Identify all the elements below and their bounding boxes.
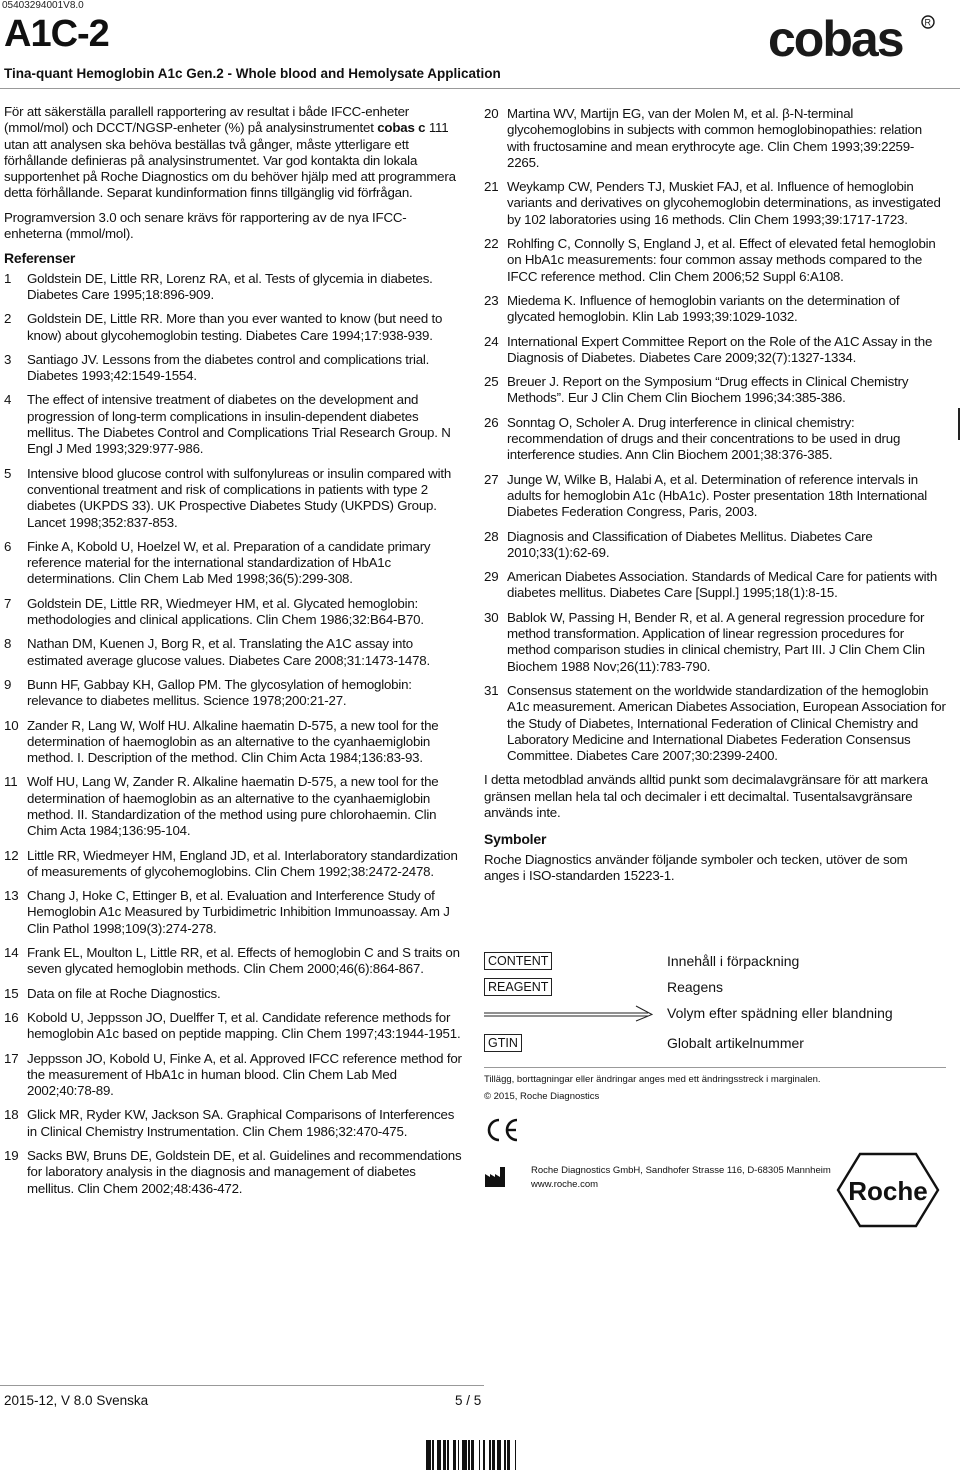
reference-text: Little RR, Wiedmeyer HM, England JD, et al. Interlaboratory standardization of measurements of glycohemoglobins. Clin Chem 1992;38:2472-2478. [27, 847, 458, 879]
reference-text: Bunn HF, Gabbay KH, Gallop PM. The glycosylation of hemoglobin: relevance to diabetes mellitus. Science 1978;200:21-27. [27, 676, 412, 709]
reference-number: 20 [484, 106, 499, 121]
reference-item [4, 392, 462, 457]
symbol-desc-reagent: Reagens [667, 979, 724, 995]
reference-text: Weykamp CW, Penders TJ, Muskiet FAJ, et al. Influence of hemoglobin variants and derivatives on glycohemoglobin determinations, as investigated by 102 laboratories using 16 methods. Clin Chem 1993;39:1717-1723. [507, 179, 941, 227]
reference-item [4, 774, 462, 839]
reference-item [4, 986, 462, 1002]
reference-item [4, 1107, 462, 1140]
reference-number: 14 [4, 945, 19, 961]
reference-item [4, 677, 462, 710]
reference-text: Consensus statement on the worldwide standardization of the hemoglobin A1c measurement. American Diabetes Association, European Association for the Study of Diabetes, International Federation of Clinical Chemistry and Laboratory Medicine and International Diabetes Federation Consensus Committee. Diabetes Care 2007;30:2399-2400. [507, 682, 946, 764]
reference-number: 15 [4, 985, 19, 1001]
reference-item [484, 334, 946, 367]
reference-number: 12 [4, 847, 19, 863]
footer-rule [0, 1385, 484, 1386]
reference-number: 23 [484, 292, 499, 308]
reference-text: Miedema K. Influence of hemoglobin variants on the determination of glycated hemoglobin. Klin Lab 1993;39:1029-1032. [507, 292, 900, 325]
reference-item [4, 539, 462, 588]
reference-number: 13 [4, 888, 19, 904]
svg-text:R: R [924, 17, 931, 28]
reference-number: 1 [4, 270, 12, 286]
symbol-desc-volume: Volym efter spädning eller blandning [667, 1005, 893, 1021]
document-id: 05403294001V8.0 [2, 0, 84, 11]
page-subtitle: Tina-quant Hemoglobin A1c Gen.2 - Whole blood and Hemolysate Application [4, 66, 501, 81]
reference-number: 2 [4, 311, 12, 327]
reference-item [4, 848, 462, 881]
reference-text: Finke A, Kobold U, Hoelzel W, et al. Preparation of a candidate primary reference material for the international standardization of HbA1c determinations. Clin Chem Lab Med 1998;36(5):299-308. [27, 538, 431, 587]
symbol-row-gtin [484, 1034, 522, 1052]
reference-number: 11 [4, 774, 18, 790]
symbols-rule [484, 1067, 946, 1068]
reference-item [4, 1148, 462, 1197]
reference-number: 8 [4, 636, 12, 652]
reference-text: Wolf HU, Lang W, Zander R. Alkaline haematin D-575, a new tool for the determination of haemoglobin as an alternative to the cyanhaemiglobin method. II. Standardization of the method using pure chlorohaemin. Clin Chim Acta 1984;136:95-104. [27, 774, 439, 839]
volume-arrow-icon [484, 1004, 654, 1022]
reference-number: 24 [484, 333, 499, 349]
content-symbol: CONTENT [484, 952, 552, 970]
ce-mark-icon [484, 1117, 520, 1148]
reference-text: Sacks BW, Bruns DE, Goldstein DE, et al. Guidelines and recommendations for laboratory analysis in the diagnosis and management of diabetes mellitus. Clin Chem 2002;48:436-472. [27, 1148, 462, 1196]
header-rule [0, 88, 960, 89]
symbol-desc-content: Innehåll i förpackning [667, 953, 800, 969]
reference-number: 9 [4, 676, 12, 692]
reference-number: 21 [484, 179, 499, 195]
reference-item [484, 610, 946, 675]
reference-text: Jeppsson JO, Kobold U, Finke A, et al. Approved IFCC reference method for the measurement of HbA1c in human blood. Clin Chem Lab Med 2002;40:78-89. [27, 1050, 462, 1099]
reference-number: 25 [484, 374, 499, 390]
reference-item [4, 271, 462, 304]
references-list-right [484, 106, 946, 764]
reference-number: 10 [4, 717, 19, 733]
gtin-symbol: GTIN [484, 1034, 522, 1052]
reference-item [484, 236, 946, 285]
reference-item [4, 945, 462, 978]
intro-rest-text: 111 utan att analysen ska behöva beställas två gånger, måste ytterligare ett förhållande definieras på analysinstrumentet. Var god kontakta din lokala supportenhet på Roche Diagnostics om du behöver hjälp med att programmera detta förhållande. Separat kundinformation finns tillgänglig vid förfrågan. [4, 120, 456, 201]
reference-item [4, 1010, 462, 1043]
barcode-icon [426, 1440, 518, 1470]
reference-item [4, 888, 462, 937]
intro-lead-text: För att säkerställa parallell rapportering av resultat i både IFCC-enheter (mmol/mol) och DCCT/NGSP-enheter (%) på analysinstrumentet [4, 104, 409, 136]
reference-item [4, 1051, 462, 1100]
reference-number: 5 [4, 465, 12, 481]
reference-number: 18 [4, 1107, 19, 1123]
symbol-row-reagent [484, 978, 552, 996]
reference-text: Nathan DM, Kuenen J, Borg R, et al. Translating the A1C assay into estimated average glucose values. Diabetes Care 2008;31:1473-1478. [27, 636, 430, 668]
reference-text: Diagnosis and Classification of Diabetes Mellitus. Diabetes Care 2010;33(1):62-69. [507, 528, 873, 560]
reference-item [484, 472, 946, 521]
reference-number: 30 [484, 609, 499, 625]
reference-number: 6 [4, 538, 12, 554]
change-note: Tillägg, borttagningar eller ändringar anges med ett ändringsstreck i marginalen. [484, 1074, 821, 1085]
roche-wordmark: Roche [848, 1176, 928, 1206]
reference-text: Kobold U, Jeppsson JO, Duelffer T, et al. Candidate reference methods for hemoglobin A1c based on peptide mapping. Clin Chem 1997;43:1944-1951. [27, 1009, 461, 1042]
reference-item [484, 529, 946, 562]
cobas-c-bold: cobas c [377, 120, 426, 136]
copyright: © 2015, Roche Diagnostics [484, 1091, 600, 1102]
reference-number: 28 [484, 528, 499, 544]
references-heading: Referenser [4, 250, 76, 267]
footer-date-version: 2015-12, V 8.0 Svenska [4, 1393, 149, 1408]
reference-text: Goldstein DE, Little RR, Wiedmeyer HM, et al. Glycated hemoglobin: methodologies and clinical applications. Clin Chem 1986;32:B64-B70. [27, 595, 424, 628]
reference-text: Goldstein DE, Little RR. More than you ever wanted to know (but need to know) about glycohemoglobin testing. Diabetes Care 1994;17:938-939. [27, 311, 443, 343]
manufacturer-address: Roche Diagnostics GmbH, Sandhofer Strasse 116, D-68305 Mannheim [531, 1165, 831, 1176]
symbols-intro: Roche Diagnostics använder följande symboler och tecken, utöver de som anges i ISO-standarden 15223-1. [484, 851, 908, 883]
reference-item [484, 683, 946, 764]
reference-item [484, 415, 946, 464]
reagent-symbol: REAGENT [484, 978, 552, 996]
reference-text: Breuer J. Report on the Symposium “Drug effects in Clinical Chemistry Methods”. Eur J Clin Chem Clin Biochem 1996;34:385-386. [507, 374, 909, 406]
reference-text: Sonntag O, Scholer A. Drug interference in clinical chemistry: recommendation of drugs and their concentrations to be used in drug interference studies. Ann Clin Biochem 2001;38:376-385. [507, 414, 901, 463]
reference-item [484, 106, 946, 171]
intro-paragraph [4, 104, 462, 202]
reference-item [484, 179, 946, 228]
reference-number: 22 [484, 236, 499, 252]
reference-number: 17 [4, 1050, 19, 1066]
reference-number: 27 [484, 471, 499, 487]
cobas-wordmark: cobas [768, 12, 903, 62]
reference-item [4, 352, 462, 385]
website-link[interactable]: www.roche.com [531, 1179, 599, 1190]
left-column [4, 104, 462, 1205]
reference-item [484, 374, 946, 407]
reference-text: The effect of intensive treatment of diabetes on the development and progression of long-term complications in insulin-dependent diabetes mellitus. The Diabetes Control and Complications Trial Research Group. N Engl J Med 1993;329:977-986. [27, 392, 451, 457]
decimal-note: I detta metodblad används alltid punkt som decimalavgränsare för att markera gränsen mellan hela tal och decimaler i ett decimaltal. Tusentalsavgränsare används inte. [484, 772, 928, 820]
page-title: A1C-2 [4, 13, 109, 55]
reference-text: Goldstein DE, Little RR, Lorenz RA, et al. Tests of glycemia in diabetes. Diabetes Care 1995;18:896-909. [27, 270, 433, 302]
reference-item [4, 466, 462, 531]
reference-text: Chang J, Hoke C, Ettinger B, et al. Evaluation and Interference Study of Hemoglobin A1c Measured by Turbidimetric Inhibition Immunoassay. Am J Clin Pathol 1998;109(3):274-278. [27, 888, 450, 936]
symbols-heading: Symboler [484, 831, 547, 848]
reference-item [4, 311, 462, 344]
reference-number: 26 [484, 414, 499, 430]
reference-number: 29 [484, 569, 499, 585]
reference-text: Junge W, Wilke B, Halabi A, et al. Determination of reference intervals in adults for hemoglobin A1c (HbA1c). Poster presentation 18th International Diabetes Federation Congress, Paris, 2003. [507, 471, 928, 520]
reference-item [484, 293, 946, 326]
reference-item [4, 596, 462, 629]
reference-text: Intensive blood glucose control with sulfonylureas or insulin compared with conventional treatment and risk of complications in patients with type 2 diabetes (UKPDS 33). UK Prospective Diabetes Study (UKPDS) Group. Lancet 1998;352:837-853. [27, 465, 452, 530]
reference-number: 3 [4, 351, 12, 367]
reference-number: 31 [484, 682, 499, 698]
right-column [484, 106, 946, 892]
program-version-paragraph: Programversion 3.0 och senare krävs för rapportering av de nya IFCC-enheterna (mmol/mol). [4, 209, 407, 242]
reference-text: Frank EL, Moulton L, Little RR, et al. Effects of hemoglobin C and S traits on seven glycated hemoglobin methods. Clin Chem 2000;46(6):864-867. [27, 945, 460, 977]
reference-text: American Diabetes Association. Standards of Medical Care for patients with diabetes mellitus. Diabetes Care [Suppl.] 1995;18(1):8-15. [507, 569, 938, 601]
reference-text: Santiago JV. Lessons from the diabetes control and complications trial. Diabetes 1993;42:1549-1554. [27, 351, 430, 384]
manufacturer-icon [484, 1166, 506, 1193]
reference-text: Rohlfing C, Connolly S, England J, et al. Effect of elevated fetal hemoglobin on HbA1c measurements: four common assay methods compared to the IFCC reference method. Clin Chem 2006;52 Suppl 6:A108. [507, 236, 936, 284]
reference-number: 19 [4, 1148, 19, 1164]
cobas-logo-graphic [768, 12, 938, 62]
reference-text: Martina WV, Martijn EG, van der Molen M, et al. β-N-terminal glycohemoglobins in subjects with common hemoglobinopathies: relation with fructosamine and mean erythrocyte age. Clin Chem 1993;39:2259-2265. [507, 106, 922, 170]
reference-text: Bablok W, Passing H, Bender R, et al. A general regression procedure for method transformation. Application of linear regression procedures for method comparison studies in clinical chemistry, Part III. J Clin Chem Clin Biochem 1988 Nov;26(11):783-790. [507, 609, 925, 674]
footer-page-number: 5 / 5 [455, 1393, 482, 1408]
references-list-left [4, 271, 462, 1197]
symbol-desc-gtin: Globalt artikelnummer [667, 1035, 804, 1051]
reference-number: 16 [4, 1009, 19, 1025]
reference-text: Glick MR, Ryder KW, Jackson SA. Graphical Comparisons of Interferences in Clinical Chemistry Instrumentation. Clin Chem 1986;32:470-475. [27, 1107, 455, 1139]
reference-item [4, 718, 462, 767]
reference-text: Zander R, Lang W, Wolf HU. Alkaline haematin D-575, a new tool for the determination of haemoglobin as an alternative to the cyanhaemiglobin method. I. Description of the method. Clin Chim Acta 1984;136:83-93. [27, 717, 439, 766]
reference-number: 4 [4, 392, 12, 408]
reference-text: Data on file at Roche Diagnostics. [27, 985, 221, 1001]
reference-item [4, 636, 462, 669]
symbol-row-content [484, 952, 552, 970]
cobas-logo [768, 12, 938, 67]
roche-logo [836, 1152, 940, 1233]
reference-text: International Expert Committee Report on the Role of the A1C Assay in the Diagnosis of Diabetes. Diabetes Care 2009;32(7):1327-1334. [507, 333, 933, 365]
reference-number: 7 [4, 595, 12, 611]
reference-item [484, 569, 946, 602]
